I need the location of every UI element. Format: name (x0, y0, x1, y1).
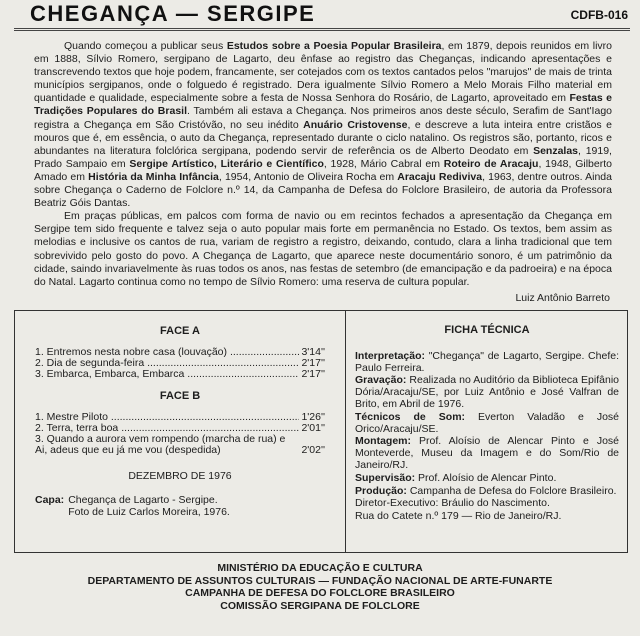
credit-label: Supervisão: (355, 471, 416, 484)
liner-text-run: , 1928, Mário Cabral em (323, 157, 444, 170)
track-duration: 1'26'' (301, 411, 325, 423)
track-duration: 2'02'' (301, 444, 325, 456)
catalog-code: CDFB-016 (570, 8, 628, 22)
track-title: 1. Mestre Piloto ..... (35, 412, 299, 423)
track-row (35, 434, 325, 456)
track-duration: 2'17'' (301, 357, 325, 369)
track-duration: 2'01'' (301, 422, 325, 434)
credit-director: Diretor-Executivo: Bráulio do Nascimento. (355, 497, 550, 510)
liner-text-run: , 1919, Prado Sampaio em (34, 144, 612, 170)
credit-sound-technicians (355, 412, 619, 436)
credit-text: Prof. Aloísio de Alencar Pinto e José Monteverde, Museu da Imagem e do Som/Rio de Janeiro/RJ. (355, 435, 619, 471)
track-row (35, 412, 325, 423)
credit-interpretation (355, 351, 619, 375)
track-title: 2. Dia de segunda-feira ..... (35, 358, 299, 369)
tracklist-column (35, 321, 325, 518)
credit-text: Everton Valadão e José Orico/Aracaju/SE. (355, 410, 619, 435)
track-row (35, 369, 325, 380)
album-title: CHEGANÇA — SERGIPE (30, 1, 316, 26)
cover-credit-line-1: Chegança de Lagarto - Sergipe. (68, 494, 218, 506)
column-divider (345, 311, 346, 552)
liner-text-run: , 1963, dentre outros. Ainda sobre Chegança o Caderno de Folclore n.º 14, da Campanha de Defesa do Folclore Brasileiro, de autoria da Professora Beatriz Góis Dantas. (34, 170, 612, 210)
credit-text: Realizada no Auditório da Biblioteca Epifânio Dória/Aracaju/SE, por Luiz Antônio e José Valfran de Brito, em Abril de 1976. (355, 374, 619, 410)
cited-work-title: Aracaju Rediviva (397, 170, 483, 183)
face-b-tracklist (35, 412, 325, 456)
cover-credit (35, 494, 325, 518)
track-title: 3. Quando a aurora vem rompendo (marcha de rua) e Ai, adeus que eu já me vou (despedida) (35, 434, 286, 456)
cited-work-title: Estudos sobre a Poesia Popular Brasileira (226, 40, 442, 52)
face-a-tracklist (35, 347, 325, 380)
credit-editing (355, 436, 619, 471)
credit-label: Técnicos de Som: (355, 410, 466, 423)
footer-ministry: MINISTÉRIO DA EDUCAÇÃO E CULTURA (217, 562, 423, 574)
liner-text-run: Quando começou a publicar seus (64, 40, 227, 52)
header (0, 0, 640, 28)
cited-work-title: Anuário Cristovense (303, 118, 408, 131)
institutional-footer (0, 562, 640, 612)
credit-text: "Chegança" de Lagarto, Sergipe. Chefe: Paulo Ferreira. (355, 349, 619, 374)
liner-text-run: , em 1879, depois reunidos em livro em 1888, Sílvio Romero, sergipano de Lagarto, deu ênfase ao registro das Cheganças, indicando apresentações e transcrevendo textos que hoje podem, francamente, ser cotejados com os textos cantados pelos "marujos" de mais de trinta municípios sergipanos, onde o folguedo é registrado. Dera igualmente Sílvio Romero a Melo Morais Filho material em quantidade e qualidade, especialmente sobre a festa de Nossa Senhora do Rosário, de Lagarto, aproveitado em (34, 40, 612, 105)
cited-work-title: Senzalas (533, 144, 579, 157)
credit-production (355, 486, 619, 498)
liner-text-run: , e descreve a luta inteira entre cristãos e mouros que é, em essência, o auto da Chegança, representado durante o ciclo natalino. Os registros são, portanto, ricos e abundantes na literatura folclórica sergipana, podendo servir de referência os de Alberto Deodato em (34, 118, 612, 157)
cover-credit-label: Capa: (35, 494, 65, 506)
credit-text: Campanha de Defesa do Folclore Brasileiro. (406, 484, 617, 497)
credit-supervision (355, 473, 619, 485)
track-title: 3. Embarca, Embarca, Embarca ..... (35, 369, 299, 380)
track-row (35, 423, 325, 434)
cover-credit-line-2: Foto de Luiz Carlos Moreira, 1976. (68, 506, 230, 518)
credit-recording (355, 375, 619, 410)
track-row (35, 358, 325, 369)
liner-author: Luiz Antônio Barreto (515, 292, 610, 304)
cover-credit-text (68, 494, 230, 518)
liner-notes (34, 40, 612, 289)
face-b-heading: FACE B (159, 390, 201, 402)
cited-work-title: Festas e Tradições Populares do Brasil (34, 92, 612, 118)
liner-text-run: , 1948, Gilberto Amado em (34, 157, 612, 183)
credit-label: Gravação: (355, 374, 407, 387)
credit-label: Produção: (355, 484, 407, 497)
cited-work-title: Sergipe Artístico, Literário e Científico (129, 157, 324, 170)
face-a-heading: FACE A (160, 325, 200, 337)
track-duration: 2'17'' (301, 368, 325, 380)
cited-work-title: Roteiro de Aracaju (443, 157, 539, 170)
track-title: 2. Terra, terra boa ..... (35, 423, 299, 434)
liner-paragraph-2: Em praças públicas, em palcos com forma de navio ou em recintos fechados a apresentação da Chegança em Sergipe tem sido frequente e talvez seja o auto popular mais forte em permanência no Estado. Os textos, bem assim as melodias e inclusive os cantos de rua, variam de registro a registro, deixando, contudo, clara a linha tradicional que tem sobrevivido pelo gosto do povo. A Chegança de Lagarto, que aparece neste documentário sonoro, é um patrimônio da cidade, saindo invariavelmente às ruas todos os anos, nas festas de setembro (de emancipação e da padroeira) e na época do Natal. Lagarto continua como no tempo de Sílvio Romero: uma reserva de cultura popular. (34, 210, 612, 288)
technical-sheet-column (355, 321, 619, 524)
footer-campaign: CAMPANHA DE DEFESA DO FOLCLORE BRASILEIRO (185, 587, 455, 599)
liner-paragraph-1 (34, 40, 612, 210)
credits-box (14, 310, 628, 553)
credit-label: Interpretação: (355, 349, 426, 362)
credit-address: Rua do Catete n.º 179 — Rio de Janeiro/RJ. (355, 510, 562, 523)
cited-work-title: História da Minha Infância (88, 170, 219, 183)
credit-text: Prof. Aloísio de Alencar Pinto. (415, 471, 557, 484)
credit-label: Montagem: (355, 435, 411, 448)
track-row (35, 347, 325, 358)
track-duration: 3'14'' (301, 346, 325, 358)
release-date: DEZEMBRO DE 1976 (128, 470, 232, 482)
header-rule-second (14, 30, 630, 31)
footer-department: DEPARTAMENTO DE ASSUNTOS CULTURAIS — FUNDAÇÃO NACIONAL DE ARTE-FUNARTE (87, 574, 553, 587)
liner-text-run: , 1954, Antonio de Oliveira Rocha em (218, 170, 398, 183)
technical-sheet-heading: FICHA TÉCNICA (444, 324, 530, 336)
footer-commission: COMISSÃO SERGIPANA DE FOLCLORE (220, 599, 420, 612)
liner-text-run: . Também ali estava a Chegança. Nos primeiros anos deste século, Serafim de Sant'Iago registra a Chegança em São Cristóvão, no seu inédito (34, 105, 612, 131)
track-title: 1. Entremos nesta nobre casa (louvação) ..... (35, 347, 299, 358)
header-rule (14, 28, 630, 29)
